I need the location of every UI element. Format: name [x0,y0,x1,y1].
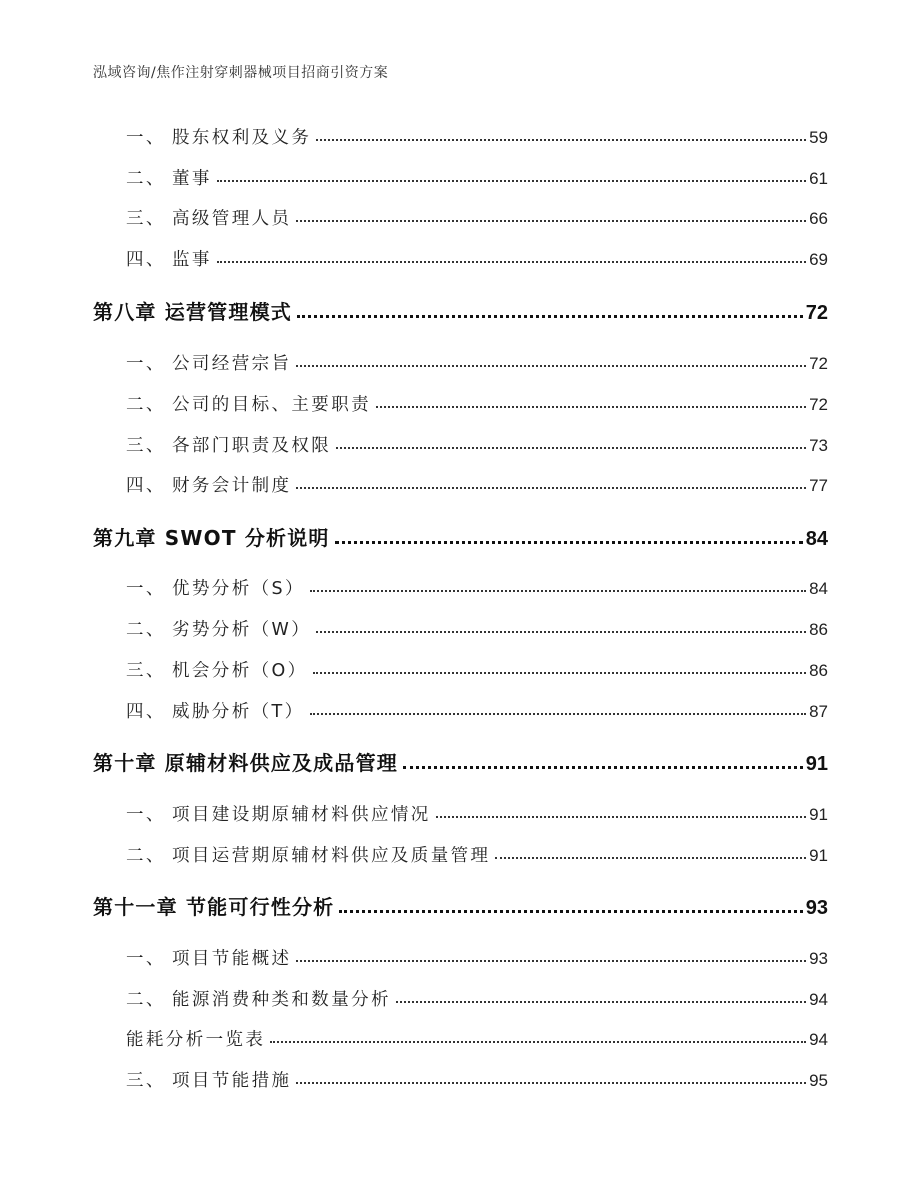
dot-leader [217,248,806,266]
toc-entry-title: 优势分析（S） [172,579,305,599]
toc-entry[interactable] [126,350,828,375]
toc-entry-title: 项目运营期原辅材料供应及质量管理 [172,846,491,866]
toc-chapter[interactable] [93,891,828,920]
toc-chapter-title: 第八章 运营管理模式 [93,300,292,324]
dot-leader [296,207,806,225]
toc-entry[interactable] [126,1067,828,1092]
toc-chapter[interactable] [93,296,828,325]
toc-entry[interactable] [126,124,828,149]
dot-leader [310,577,806,595]
dot-leader [296,1069,806,1087]
toc-entry-title: 财务会计制度 [172,476,292,496]
toc-entry-page: 94 [809,1030,828,1049]
toc-entry-number: 四、 [126,250,166,270]
dot-leader [436,803,806,821]
toc-entry-number: 一、 [126,354,166,374]
dot-leader [270,1028,806,1046]
toc-entry-page: 61 [809,169,828,188]
toc-entry-page: 66 [809,209,828,228]
toc-entry[interactable] [126,1026,828,1051]
dot-leader [296,947,806,965]
dot-leader [495,844,806,862]
toc-entry-page: 84 [809,579,828,598]
toc-entry-page: 72 [809,395,828,414]
dot-leader [396,988,806,1006]
toc-entry-title: 能耗分析一览表 [126,1030,266,1050]
toc-entry-title: 威胁分析（T） [172,702,305,722]
dot-leader [336,434,806,452]
dot-leader [296,352,806,370]
toc-entry[interactable] [126,842,828,867]
toc-entry-number: 二、 [126,395,166,415]
toc-entry-number: 三、 [126,661,166,681]
toc-entry-page: 73 [809,436,828,455]
toc-entry-page: 69 [809,250,828,269]
toc-entry-title: 监事 [172,250,212,270]
toc-entry[interactable] [126,616,828,641]
toc-entry[interactable] [126,246,828,271]
toc-entry-page: 91 [809,846,828,865]
toc-entry-number: 三、 [126,1071,166,1091]
toc-entry-number: 三、 [126,209,166,229]
dot-leader [297,299,803,319]
document-header: 泓域咨询/焦作注射穿刺器械项目招商引资方案 [93,65,389,81]
toc-entry-page: 86 [809,661,828,680]
dot-leader [310,700,807,718]
toc-entry-number: 二、 [126,620,166,640]
toc-entry-number: 一、 [126,949,166,969]
toc-entry-title: 公司经营宗旨 [172,354,292,374]
dot-leader [403,750,803,770]
toc-entry-title: 项目建设期原辅材料供应情况 [172,805,431,825]
dot-leader [296,474,806,492]
toc-entry[interactable] [126,575,828,600]
toc-entry-title: 项目节能概述 [172,949,292,969]
toc-entry[interactable] [126,698,828,723]
toc-entry-page: 94 [809,990,828,1009]
toc-entry[interactable] [126,165,828,190]
toc-entry-number: 二、 [126,846,166,866]
dot-leader [335,525,803,545]
toc-entry[interactable] [126,472,828,497]
toc-entry-number: 四、 [126,476,166,496]
dot-leader [316,618,806,636]
toc-chapter-page: 91 [805,753,828,775]
toc-entry[interactable] [126,205,828,230]
toc-entry-number: 一、 [126,128,166,148]
toc-chapter-title: 第十章 原辅材料供应及成品管理 [93,751,398,775]
toc-entry[interactable] [126,986,828,1011]
toc-chapter-page: 84 [805,528,828,550]
toc-entry-title: 项目节能措施 [172,1071,292,1091]
dot-leader [316,126,806,144]
toc-chapter[interactable] [93,522,828,551]
toc-entry-page: 95 [809,1071,828,1090]
toc-entry-number: 二、 [126,990,166,1010]
toc-entry-number: 三、 [126,436,166,456]
toc-entry-number: 一、 [126,579,166,599]
toc-chapter[interactable] [93,747,828,776]
toc-entry-title: 劣势分析（W） [172,620,312,640]
toc-entry[interactable] [126,945,828,970]
toc-entry-number: 一、 [126,805,166,825]
toc-entry[interactable] [126,391,828,416]
toc-entry[interactable] [126,657,828,682]
toc-entry-number: 四、 [126,702,166,722]
toc-chapter-title: 第十一章 节能可行性分析 [93,895,335,919]
toc-entry-title: 高级管理人员 [172,209,292,229]
toc-chapter-title: 第九章 SWOT 分析说明 [93,526,330,550]
dot-leader [313,659,807,677]
toc-entry[interactable] [126,801,828,826]
toc-entry-page: 93 [809,949,828,968]
toc-entry-title: 董事 [172,169,212,189]
toc-entry-page: 77 [809,476,828,495]
dot-leader [217,167,806,185]
toc-chapter-page: 93 [805,897,828,919]
toc-entry-title: 能源消费种类和数量分析 [172,990,391,1010]
toc-entry[interactable] [126,432,828,457]
toc-entry-title: 机会分析（O） [172,661,308,681]
toc-entry-number: 二、 [126,169,166,189]
toc-entry-page: 72 [809,354,828,373]
toc-entry-page: 91 [809,805,828,824]
toc-entry-page: 86 [809,620,828,639]
dot-leader [376,393,806,411]
toc-entry-page: 87 [809,702,828,721]
dot-leader [339,894,802,914]
toc-entry-title: 各部门职责及权限 [172,436,332,456]
toc-entry-title: 股东权利及义务 [172,128,312,148]
toc-chapter-page: 72 [805,302,828,324]
toc-entry-page: 59 [809,128,828,147]
toc-entry-title: 公司的目标、主要职责 [172,395,371,415]
